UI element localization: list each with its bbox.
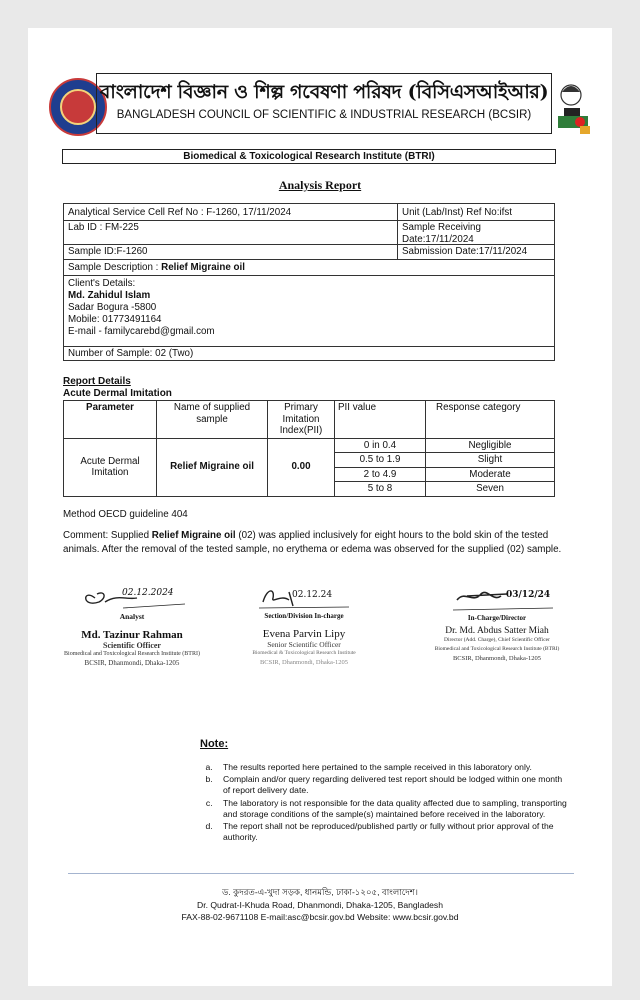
header-parameter: Parameter xyxy=(64,401,157,439)
method-text: Method OECD guideline 404 xyxy=(63,509,188,520)
footer-contact: FAX-88-02-9671108 E-mail:asc@bcsir.gov.bd Website: www.bcsir.gov.bd xyxy=(181,912,459,922)
submission-date: Sabmission Date:17/11/2024 xyxy=(402,246,528,257)
results-table xyxy=(63,400,555,497)
pii-range: 5 to 8 xyxy=(335,482,426,497)
comment-text: Comment: Supplied Relief Migraine oil (02) was applied inclusively for eight hours to the bold skin of the tested animals. After the removal of the tested sample, no erythema or edema was observed for the supplied (02) sample. xyxy=(63,530,562,555)
client-mobile: Mobile: 01773491164 xyxy=(68,314,162,325)
signatory-name: Dr. Md. Abdus Satter Miah xyxy=(445,626,549,636)
response-category: Negligible xyxy=(426,438,555,453)
notes-section xyxy=(200,738,570,844)
client-address: Sadar Bogura -5800 xyxy=(68,302,157,313)
client-email: E-mail - familycarebd@gmail.com xyxy=(68,326,215,337)
header-pii: Primary Imitation Index(PII) xyxy=(268,401,335,439)
pii-range: 0.5 to 1.9 xyxy=(335,453,426,468)
handwritten-date: 02.12.24 xyxy=(292,590,333,600)
footer-address: Dr. Qudrat-I-Khuda Road, Dhanmondi, Dhaka-1205, Bangladesh xyxy=(196,900,444,910)
unit-ref: Unit (Lab/Inst) Ref No:ifst xyxy=(402,207,512,218)
info-row-ascr xyxy=(63,203,555,221)
sample-name-cell: Relief Migraine oil xyxy=(157,438,268,496)
receiving-date-cell xyxy=(398,221,554,244)
signatory-name: Md. Tazinur Rahman xyxy=(81,629,183,641)
parameter-cell: Acute Dermal Imitation xyxy=(64,438,157,496)
report-details-heading: Report Details xyxy=(63,376,131,387)
comment-sample-name: Relief Migraine oil xyxy=(151,530,236,541)
signatory-title: Senior Scientific Officer xyxy=(267,640,341,649)
english-title: BANGLADESH COUNCIL OF SCIENTIFIC & INDUSTRIAL RESEARCH (BCSIR) xyxy=(116,109,532,121)
sample-id: Sample ID:F-1260 xyxy=(64,245,398,259)
number-of-sample: Number of Sample: 02 (Two) xyxy=(68,348,194,359)
handwritten-date: 02.12.2024 xyxy=(122,588,174,598)
note-item: d. The report shall not be reproduced/published partly or fully without prior approval of the authority. xyxy=(215,821,570,843)
signature-director xyxy=(422,584,572,663)
footer-bangla-address: ড. কুদরত-এ-খুদা সড়ক, ধানমন্ডি, ঢাকা-১২০৫, বাংলাদেশ। xyxy=(222,887,418,897)
institute-name: Biomedical & Toxicological Research Institute (BTRI) xyxy=(62,149,556,164)
signature-role: Section/Division In-charge xyxy=(264,612,344,620)
report-title: Analysis Report xyxy=(278,178,362,192)
signatory-title: Director (Add. Charge), Chief Scientific Officer xyxy=(444,637,550,643)
signature-analyst xyxy=(62,584,202,668)
receiving-date: Date:17/11/2024 xyxy=(402,234,474,245)
sample-description: Sample Description : Relief Migraine oil xyxy=(68,262,245,273)
header-response-category: Response category xyxy=(426,401,555,439)
client-details xyxy=(63,275,555,347)
sample-description-value: Relief Migraine oil xyxy=(161,262,245,273)
bangla-title: বাংলাদেশ বিজ্ঞান ও শিল্প গবেষণা পরিষদ (বিসিএসআইআর) xyxy=(99,81,549,103)
lab-id: Lab ID : FM-225 xyxy=(64,221,398,244)
signatory-address: BCSIR, Dhanmondi, Dhaka-1205 xyxy=(84,659,180,667)
note-item: b. Complain and/or query regarding delivered test report should be lodged within one month of report delivery date. xyxy=(215,774,570,796)
info-row-sample xyxy=(63,244,555,260)
signatory-org: Biomedical & Toxicological Research Institute xyxy=(252,650,356,656)
signature-role: In-Charge/Director xyxy=(467,614,527,622)
note-item: c. The laboratory is not responsible for the data quality affected due to sampling, transporting and storage conditions of the sample(s) maintained before received in the laboratory. xyxy=(215,798,570,820)
handwritten-date: 03/12/24 xyxy=(506,590,551,600)
signature-role: Analyst xyxy=(119,612,145,621)
signatory-org: Biomedical and Toxicological Research Institute (BTRI) xyxy=(64,651,200,657)
ascr-ref: Analytical Service Cell Ref No : F-1260, 17/11/2024 xyxy=(64,204,398,220)
signatory-org: Biomedical and Toxicological Research Institute (BTRI) xyxy=(434,646,560,652)
signatory-name: Evena Parvin Lipy xyxy=(262,628,346,640)
signatory-address: BCSIR, Dhanmondi, Dhaka-1205 xyxy=(452,655,542,662)
client-name: Md. Zahidul Islam xyxy=(68,290,151,301)
signature-section-incharge xyxy=(234,584,374,667)
note-item: a. The results reported here pertained to the sample received in this laboratory only. xyxy=(215,762,570,773)
pii-cell: 0.00 xyxy=(268,438,335,496)
pii-range: 2 to 4.9 xyxy=(335,467,426,482)
pii-range: 0 in 0.4 xyxy=(335,438,426,453)
header-sample-name: Name of supplied sample xyxy=(157,401,268,439)
footer-divider xyxy=(68,873,574,874)
header-title-box xyxy=(96,73,552,134)
header-pii-value: PII value xyxy=(335,401,426,439)
acute-dermal-heading: Acute Dermal Imitation xyxy=(63,388,172,399)
signatory-address: BCSIR, Dhanmondi, Dhaka-1205 xyxy=(259,659,349,666)
info-row-description xyxy=(63,259,555,276)
notes-title: Note: xyxy=(200,738,229,750)
response-category: Seven xyxy=(426,482,555,497)
response-category: Slight xyxy=(426,453,555,468)
client-label: Client's Details: xyxy=(68,278,136,289)
info-row-lab xyxy=(63,220,555,245)
info-row-number xyxy=(63,346,555,361)
signatory-title: Scientific Officer xyxy=(103,641,161,650)
report-page xyxy=(28,28,612,986)
response-category: Moderate xyxy=(426,467,555,482)
portrait-icon xyxy=(554,80,592,136)
receiving-label: Sample Receiving xyxy=(402,222,481,233)
